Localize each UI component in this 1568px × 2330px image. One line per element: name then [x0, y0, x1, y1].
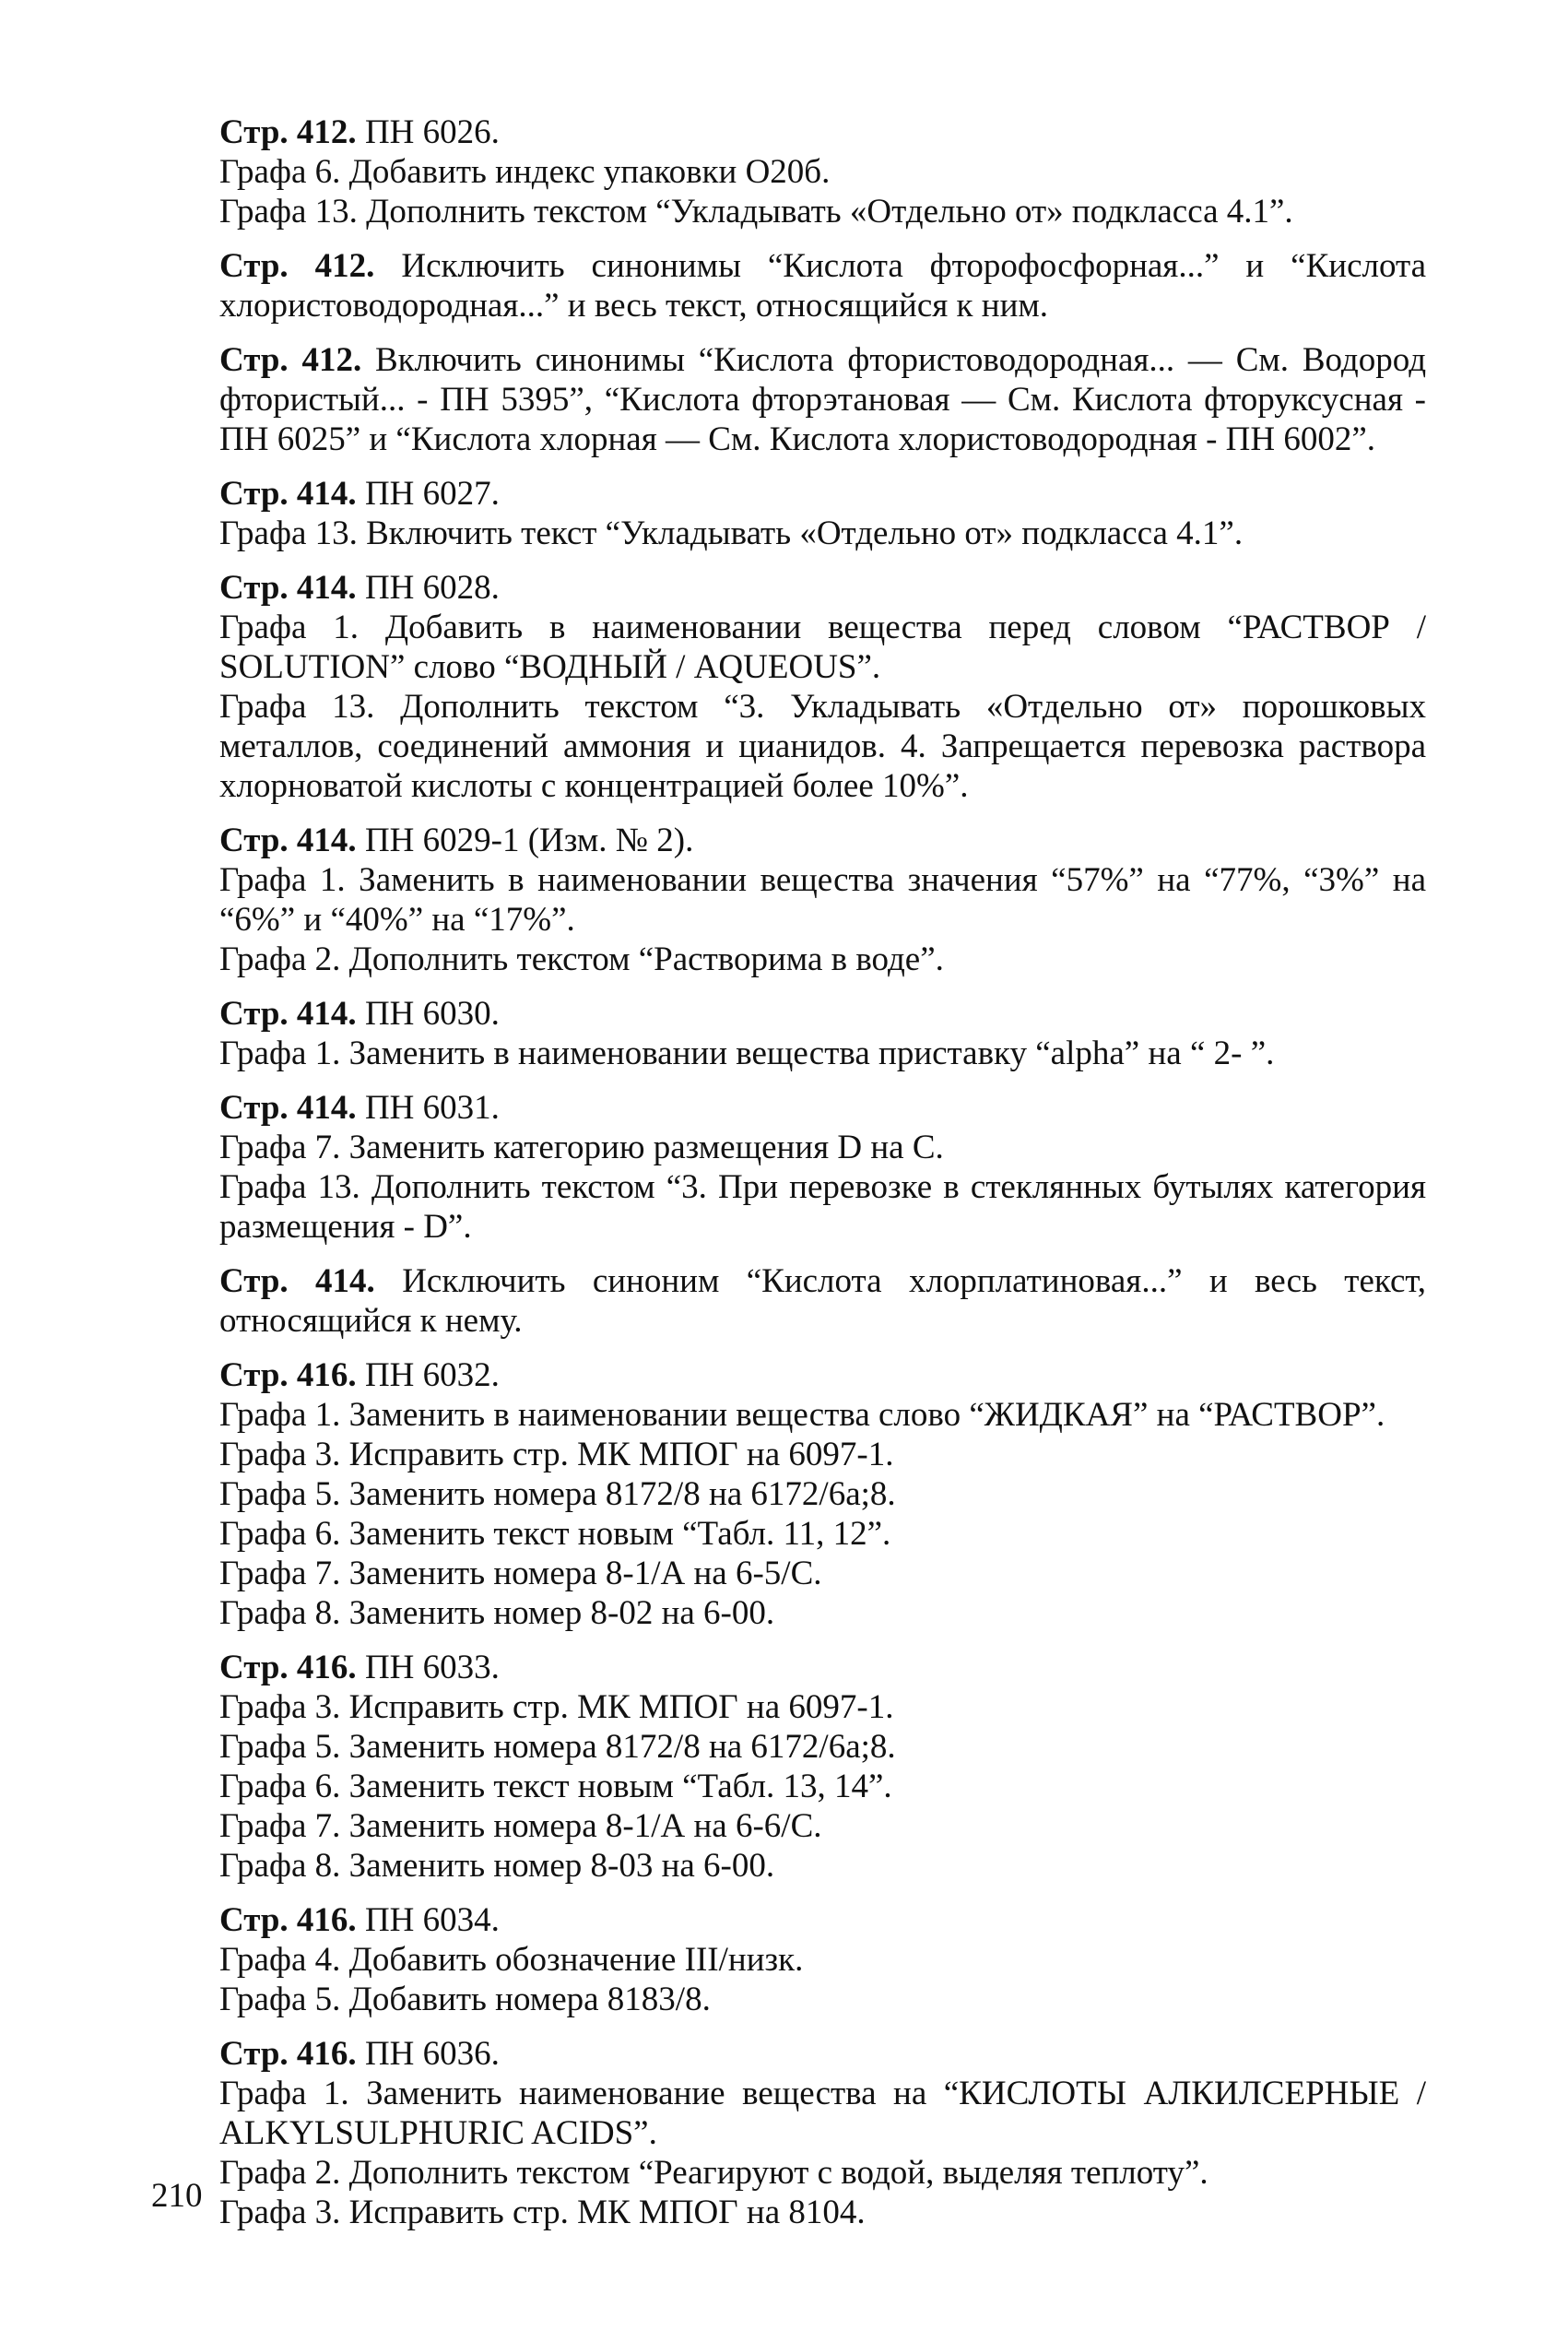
column-instruction: Графа 3. Исправить стр. МК МПОГ на 6097-1.	[219, 1436, 894, 1473]
entry-heading	[159, 1261, 1426, 1341]
entry-head-text: ПН 6033.	[364, 1649, 500, 1686]
column-instruction: Графа 5. Заменить номера 8172/8 на 6172/6а;8.	[219, 1475, 896, 1513]
entry-head-text: ПН 6027.	[364, 475, 500, 513]
page-ref: Стр. 412.	[219, 113, 357, 151]
entry-head-text: ПН 6032.	[364, 1356, 500, 1394]
amendment-entry	[159, 246, 1426, 325]
entry-head-text: ПН 6026.	[364, 113, 500, 151]
page-ref: Стр. 414.	[219, 822, 357, 859]
entry-heading	[159, 1355, 1426, 1395]
entry-heading	[159, 340, 1426, 459]
page-ref: Стр. 416.	[219, 2035, 357, 2073]
entry-heading	[159, 1648, 1426, 1687]
amendment-entry	[159, 340, 1426, 459]
amendment-entry	[159, 1261, 1426, 1341]
column-instruction: Графа 13. Дополнить текстом “3. Укладывать «Отдельно от» порошковых металлов, соединений аммония и цианидов. 4. Запрещается перевозка раствора хлорноватой кислоты с концентрацией более 10%”.	[219, 688, 1426, 805]
amendment-entry	[159, 1648, 1426, 1886]
entry-heading	[159, 474, 1426, 514]
column-instruction: Графа 4. Добавить обозначение III/низк.	[219, 1941, 804, 1979]
amendment-entry	[159, 474, 1426, 553]
column-instruction: Графа 5. Добавить номера 8183/8.	[219, 1981, 711, 2018]
amendment-entry	[159, 994, 1426, 1073]
column-instruction: Графа 1. Заменить в наименовании вещества слово “ЖИДКАЯ” на “РАСТВОР”.	[219, 1396, 1385, 1434]
column-instruction: Графа 7. Заменить категорию размещения D на C.	[219, 1129, 944, 1166]
page-ref: Стр. 416.	[219, 1901, 357, 1939]
entry-heading	[159, 1900, 1426, 1940]
entry-head-text: ПН 6030.	[364, 995, 500, 1033]
page-body	[159, 112, 1426, 2247]
entry-heading	[159, 112, 1426, 152]
page-ref: Стр. 414.	[219, 1089, 357, 1127]
column-instruction: Графа 6. Добавить индекс упаковки О20б.	[219, 153, 831, 191]
column-instruction: Графа 7. Заменить номера 8-1/А на 6-6/С.	[219, 1807, 822, 1845]
entry-head-text: ПН 6031.	[364, 1089, 500, 1127]
amendment-entry	[159, 1900, 1426, 2019]
entry-head-text: ПН 6028.	[364, 569, 500, 607]
entry-head-text: Включить синонимы “Кислота фтористоводородная... — См. Водород фтористый... - ПН 5395”, “Кислота фторэтановая — См. Кислота фторуксусная - ПН 6025” и “Кислота хлорная — См. Кислота хлористоводородная - ПН 6002”.	[219, 341, 1427, 458]
column-instruction: Графа 7. Заменить номера 8-1/А на 6-5/С.	[219, 1555, 822, 1592]
entry-heading	[159, 246, 1426, 325]
page-ref: Стр. 414.	[219, 995, 357, 1033]
entry-heading	[159, 821, 1426, 860]
column-instruction: Графа 6. Заменить текст новым “Табл. 11, 12”.	[219, 1515, 891, 1553]
entry-head-text: ПН 6036.	[364, 2035, 500, 2073]
column-instruction: Графа 8. Заменить номер 8-03 на 6-00.	[219, 1847, 775, 1885]
page-ref: Стр. 414.	[219, 569, 357, 607]
page-ref: Стр. 414.	[219, 1262, 375, 1300]
entry-head-text: ПН 6034.	[364, 1901, 500, 1939]
page-ref: Стр. 416.	[219, 1649, 357, 1686]
entry-heading	[159, 568, 1426, 608]
column-instruction: Графа 1. Заменить наименование вещества на “КИСЛОТЫ АЛКИЛСЕРНЫЕ / ALKYLSULPHURIC ACIDS”.	[219, 2075, 1426, 2152]
page-ref: Стр. 412.	[219, 247, 375, 285]
column-instruction: Графа 1. Заменить в наименовании вещества значения “57%” на “77%, “3%” на “6%” и “40%” на “17%”.	[219, 861, 1426, 939]
amendment-entry	[159, 1088, 1426, 1247]
amendment-entry	[159, 568, 1426, 806]
page-ref: Стр. 416.	[219, 1356, 357, 1394]
amendment-entry	[159, 112, 1426, 231]
amendment-entry	[159, 2034, 1426, 2232]
page-number: 210	[151, 2177, 203, 2215]
page-ref: Стр. 412.	[219, 341, 362, 379]
column-instruction: Графа 1. Заменить в наименовании вещества приставку “alpha” на “ 2- ”.	[219, 1035, 1275, 1072]
entry-head-text: Исключить синоним “Кислота хлорплатиновая...” и весь текст, относящийся к нему.	[219, 1262, 1427, 1340]
column-instruction: Графа 8. Заменить номер 8-02 на 6-00.	[219, 1594, 775, 1632]
entry-head-text: ПН 6029-1 (Изм. № 2).	[364, 822, 694, 859]
column-instruction: Графа 3. Исправить стр. МК МПОГ на 6097-1.	[219, 1688, 894, 1726]
entry-heading	[159, 1088, 1426, 1128]
column-instruction: Графа 13. Включить текст “Укладывать «Отдельно от» подкласса 4.1”.	[219, 514, 1244, 552]
entry-heading	[159, 994, 1426, 1034]
entry-head-text: Исключить синонимы “Кислота фторофосфорная...” и “Кислота хлористоводородная...” и весь текст, относящийся к ним.	[219, 247, 1427, 325]
amendment-entry	[159, 821, 1426, 979]
column-instruction: Графа 3. Исправить стр. МК МПОГ на 8104.	[219, 2194, 866, 2231]
entry-heading	[159, 2034, 1426, 2074]
column-instruction: Графа 13. Дополнить текстом “Укладывать «Отдельно от» подкласса 4.1”.	[219, 193, 1293, 231]
amendment-entry	[159, 1355, 1426, 1633]
column-instruction: Графа 2. Дополнить текстом “Реагируют с водой, выделяя теплоту”.	[219, 2154, 1208, 2192]
column-instruction: Графа 1. Добавить в наименовании вещества перед словом “РАСТВОР / SOLUTION” слово “ВОДНЫЙ / AQUEOUS”.	[219, 609, 1426, 686]
column-instruction: Графа 2. Дополнить текстом “Растворима в воде”.	[219, 940, 944, 978]
column-instruction: Графа 6. Заменить текст новым “Табл. 13, 14”.	[219, 1768, 892, 1805]
column-instruction: Графа 13. Дополнить текстом “3. При перевозке в стеклянных бутылях категория размещения - D”.	[219, 1168, 1426, 1246]
page-ref: Стр. 414.	[219, 475, 357, 513]
column-instruction: Графа 5. Заменить номера 8172/8 на 6172/6а;8.	[219, 1728, 896, 1766]
